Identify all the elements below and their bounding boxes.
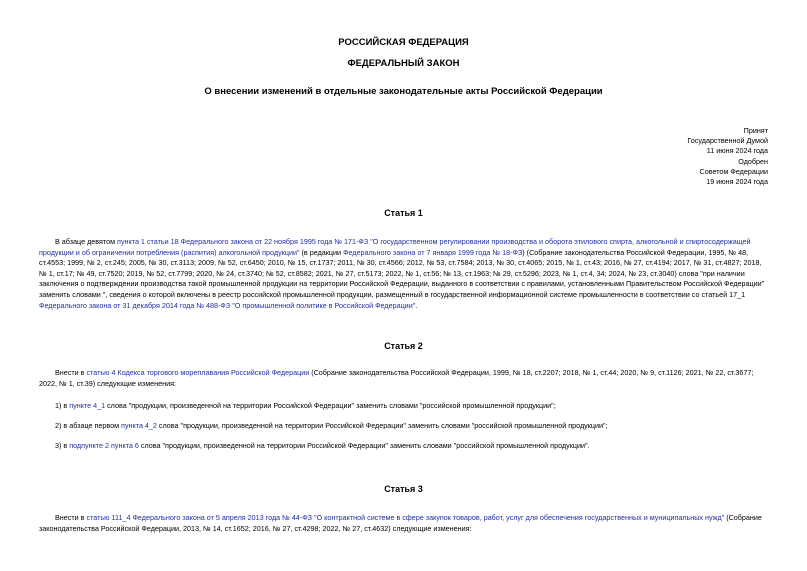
text: слова "продукции, произведенной на территории Российской Федерации" заменить словами "российской промышленной продукции";: [105, 401, 556, 410]
clause-link[interactable]: подпункте 2 пункта 6: [69, 441, 139, 450]
list-item: [55, 441, 770, 452]
text: Внести в: [55, 513, 87, 522]
law-link[interactable]: пункта 1 статьи 18 Федерального закона от 22 ноября 1995 года № 171-ФЗ "О государственном регулировании производства и оборота этилового спирта, алкогольной и спиртосодержащей продукции и об ограничении потребления (распития) алкогольной продукции": [39, 237, 751, 257]
acceptance-line: Принят: [743, 126, 768, 135]
text: слова "продукции, произведенной на территории Российской Федерации" заменить словами "российской промышленной продукции".: [138, 441, 590, 450]
document-title: О внесении изменений в отдельные законодательные акты Российской Федерации: [204, 86, 603, 97]
law-link[interactable]: Федерального закона от 31 декабря 2014 года № 488-ФЗ "О промышленной политике в Российской Федерации": [39, 300, 416, 310]
acceptance-line: 19 июня 2024 года: [706, 177, 768, 187]
text: Внести в: [55, 368, 87, 377]
text: слова "продукции, произведенной на территории Российской Федерации" заменить словами "российской промышленной продукции";: [156, 421, 608, 430]
law-link[interactable]: Федерального закона от 7 января 1999 года № 18-ФЗ: [343, 247, 523, 257]
article-1-paragraph: [39, 237, 770, 311]
text: 1) в: [55, 401, 70, 410]
text: (Собрание законодательства Российской Федерации, 2013, № 14, ст.1652; 2016, № 27, ст.4298; 2022, № 27, ст.4632) следующие изменения:: [39, 513, 762, 533]
country-heading: РОССИЙСКАЯ ФЕДЕРАЦИЯ: [338, 37, 469, 48]
article-3-paragraph: [39, 513, 770, 534]
text: (Собрание законодательства Российской Федерации, 1999, № 18, ст.2207; 2018, № 1, ст.44; 2020, № 9, ст.1126; 2021, № 22, ст.3677; 2022, № 1, ст.39) следующие изменения:: [39, 368, 754, 388]
text: 2) в абзаце первом: [55, 421, 122, 430]
acceptance-line: Советом Федерации: [699, 166, 768, 176]
list-item: [55, 401, 770, 412]
clause-link[interactable]: пункте 4_1: [69, 401, 106, 410]
acceptance-block: [568, 126, 768, 187]
text: (в редакции: [299, 247, 344, 257]
clause-link[interactable]: пункта 4_2: [121, 421, 157, 430]
article-2-heading: Статья 2: [384, 341, 423, 351]
text: .: [415, 300, 418, 310]
acceptance-line: 11 июня 2024 года: [706, 146, 768, 156]
article-2-paragraph: [39, 368, 770, 389]
list-item: [55, 421, 770, 432]
code-link[interactable]: статью 4 Кодекса торгового мореплавания Российской Федерации: [86, 368, 310, 377]
acceptance-line: Государственной Думой: [687, 136, 768, 146]
law-link[interactable]: статью 111_4 Федерального закона от 5 апреля 2013 года № 44-ФЗ "О контрактной системе в сфере закупок товаров, работ, услуг для обеспечения государственных и муниципальных нужд": [86, 513, 725, 522]
text: 3) в: [55, 441, 70, 450]
acceptance-line: Одобрен: [738, 156, 768, 166]
article-1-heading: Статья 1: [384, 208, 423, 218]
text: В абзаце девятом: [55, 237, 118, 246]
text: ) (Собрание законодательства Российской Федерации, 1995, № 48, ст.4553; 1999, № 2, ст.245; 2005, № 30, ст.3113; 2009, № 52, ст.6450; 2010, № 15, ст.1737; 2011, № 30, ст.4566; 2012, № 53, ст.7584; 2013, № 30, ст.4065; 2015, № 1, ст.43; 2016, № 27, ст.4194; 2017, № 31, ст.4827; 2018, № 1, ст.17; № 49, ст.7520; 2019, № 52, ст.7799; 2020, № 24, ст.3740; № 52, ст.8582; 2021, № 27, ст.5173; 2022, № 1, ст.56; № 13, ст.1963; № 29, ст.5296; 2023, № 1, ст.4, 34; 2024, № 23, ст.3040) слова "при наличии заключения о подтверждении производства такой промышленной продукции на территории Российской Федерации, выданного в соответствии с правилами, установленными Правительством Российской Федерации" заменить словами ", сведения о которой включены в реестр российской промышленной продукции, размещенный в государственной информационной системе промышленности в соответствии со статьей 17_1: [39, 247, 765, 299]
article-3-heading: Статья 3: [384, 484, 423, 494]
doc-type-heading: ФЕДЕРАЛЬНЫЙ ЗАКОН: [347, 58, 460, 69]
